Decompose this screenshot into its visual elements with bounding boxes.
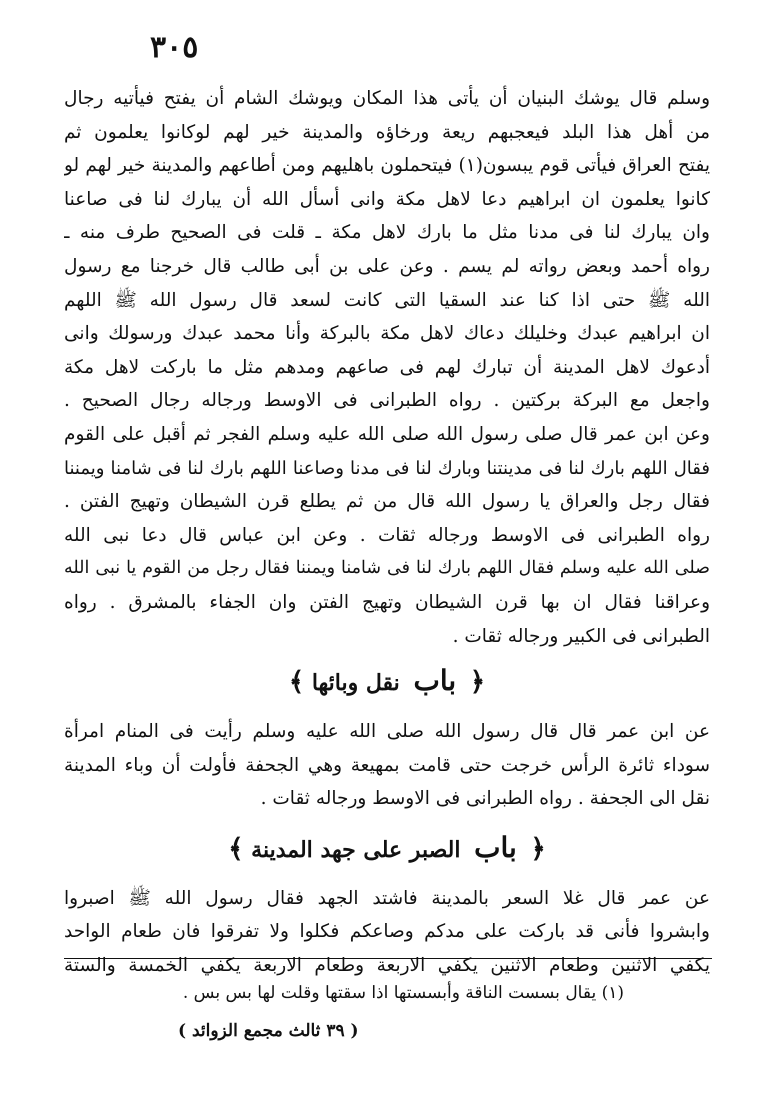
chapter-title: نقل وبائها — [311, 670, 400, 697]
text-line: ان ابراهيم عبدك وخليلك دعاك لاهل مكة بالبركة وأنا محمد عبدك ورسولك وانى — [64, 323, 710, 345]
paragraph-patience — [64, 882, 710, 983]
text-line: وان يبارك لنا فى مدنا مثل ما بارك لاهل مكة ـ قلت فى الصحيح طرف منه ـ — [64, 222, 710, 244]
ornate-bracket-close: ﴾ — [228, 833, 244, 864]
text-line: رواه أحمد وبعض رواته لم يسم . وعن على بن أبى طالب قال خرجنا مع رسول — [64, 255, 710, 277]
text-line: عن عمر قال غلا السعر بالمدينة فاشتد الجهد فقال رسول الله ﷺ اصبروا — [64, 887, 710, 909]
text-line: صلى الله عليه وسلم فقال اللهم بارك لنا فى شامنا ويمننا فقال رجل من القوم يا نبى الله — [64, 558, 710, 579]
text-line: واجعل مع البركة بركتين . رواه الطبرانى فى الاوسط ورجاله رجال الصحيح . — [64, 390, 710, 412]
signature-mark: ( ٣٩ ثالث مجمع الزوائد ) — [178, 1021, 359, 1041]
chapter-heading-transfer-of-epidemic — [64, 661, 710, 701]
chapter-title: الصبر على جهد المدينة — [251, 836, 461, 863]
footnote-divider — [64, 958, 712, 959]
text-line: من أهل هذا البلد فيعجبهم ريعة ورخاؤه والمدينة خير لهم لوكانوا يعلمون ثم — [64, 121, 710, 143]
text-line: الطبرانى فى الكبير ورجاله ثقات . — [452, 625, 710, 647]
page-number: ٣٠٥ — [150, 30, 199, 65]
text-line: يفتح العراق فيأتى قوم يبسون(١) فيتحملون باهليهم ومن أطاعهم والمدينة خير لهم لو — [64, 155, 710, 177]
ornate-bracket-open: ﴿ — [530, 833, 546, 864]
text-line: نقل الى الجحفة . رواه الطبرانى فى الاوسط ورجاله ثقات . — [260, 788, 710, 810]
chapter-label: باب — [474, 830, 517, 864]
text-line: فقال اللهم بارك لنا فى مدينتنا وبارك لنا فى مدنا وصاعنا اللهم بارك لنا فى شامنا ويمننا — [64, 457, 710, 479]
text-line: رواه الطبرانى فى الاوسط ورجاله ثقات . وعن ابن عباس قال دعا نبى الله — [64, 524, 710, 546]
text-line: أدعوك لاهل المدينة أن تبارك لهم فى صاعهم ومدهم مثل ما باركت لاهل مكة — [64, 356, 710, 378]
text-line: فقال رجل والعراق يا رسول الله قال من ثم يطلع قرن الشيطان وتهيج الفتن . — [64, 491, 710, 513]
ornate-bracket-close: ﴾ — [288, 667, 305, 698]
chapter-label: باب — [413, 664, 457, 698]
text-line: وعن ابن عمر قال صلى رسول الله صلى الله عليه وسلم الفجر ثم أقبل على القوم — [64, 423, 710, 445]
text-line: سوداء ثائرة الرأس خرجت حتى قامت بمهيعة وهي الجحفة فأولت أن وباء المدينة — [64, 754, 710, 776]
text-line: كانوا يعلمون ان ابراهيم دعا لاهل مكة وانى أسأل الله أن يبارك لنا فى صاعنا — [64, 188, 710, 210]
paragraph-city-blessing — [64, 82, 710, 653]
footnote: (١) يقال بسست الناقة وأبسستها اذا سقتها وقلت لها بس بس . — [182, 983, 624, 1003]
chapter-heading-patience — [64, 828, 710, 868]
ornate-bracket-open: ﴿ — [469, 667, 486, 698]
text-line: وابشروا فأنى قد باركت على مدكم وصاعكم فكلوا ولا تفرقوا فان طعام الواحد — [64, 921, 710, 943]
text-line: وسلم قال يوشك البنيان أن يأتى هذا المكان ويوشك الشام أن يفتح فيأتيه رجال — [64, 88, 710, 109]
main-text — [64, 82, 710, 983]
paragraph-epidemic — [64, 715, 710, 816]
text-line: عن ابن عمر قال قال رسول الله صلى الله عليه وسلم رأيت فى المنام امرأة — [64, 721, 710, 743]
text-line: وعراقنا فقال ان بها قرن الشيطان وتهيج الفتن وان الجفاء بالمشرق . رواه — [64, 591, 710, 613]
text-line: يكفي الاثنين وطعام الاثنين يكفي الاربعة وطعام الاربعة يكفي الخمسة والستة — [64, 955, 710, 977]
text-line: الله ﷺ حتى اذا كنا عند السقيا التى كانت لسعد قال رسول الله ﷺ اللهم — [64, 289, 710, 311]
